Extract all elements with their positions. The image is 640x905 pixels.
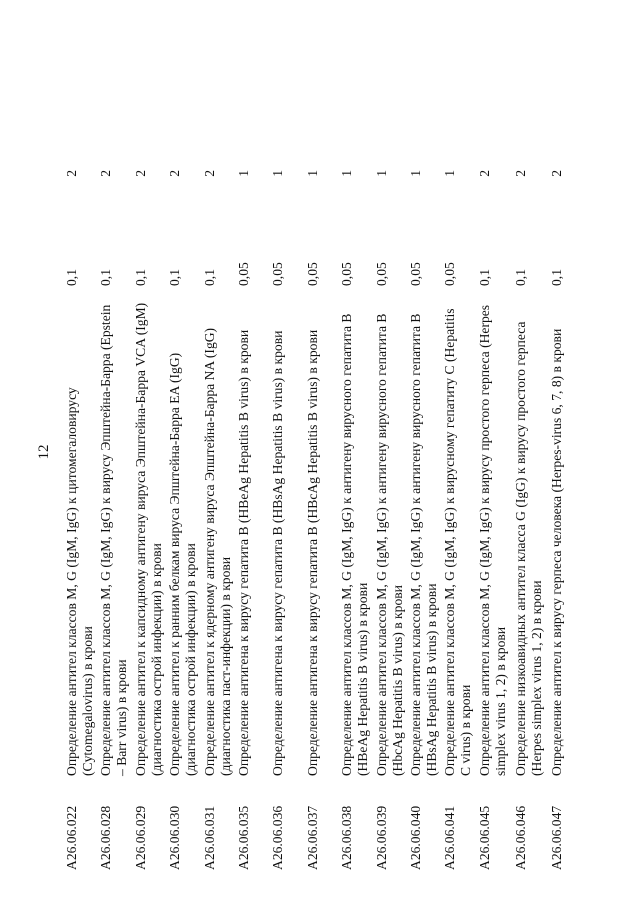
service-value: 1 bbox=[235, 170, 251, 177]
table-row bbox=[236, 120, 270, 870]
service-name: Определение антител классов M, G (IgM, IgG) к цитомегаловирусу (Cytomegalovirus) в крови bbox=[64, 387, 95, 776]
table-row bbox=[133, 120, 167, 870]
services-table bbox=[64, 120, 584, 870]
service-coefficient: 0,1 bbox=[98, 269, 114, 286]
service-value: 1 bbox=[270, 170, 286, 177]
service-value: 1 bbox=[304, 170, 320, 177]
service-value: 2 bbox=[201, 170, 217, 177]
service-name: Определение антител к вирусу герпеса человека (Herpes-virus 6, 7, 8) в крови bbox=[549, 328, 565, 776]
service-coefficient: 0,1 bbox=[549, 269, 565, 286]
service-name: Определение антител к ядерному антигену вируса Эпштейна-Барра NA (IgG) (диагностика паст-инфекции) в крови bbox=[201, 327, 233, 776]
service-code: A26.06.045 bbox=[476, 805, 492, 870]
table-row bbox=[167, 120, 201, 870]
service-coefficient: 0,05 bbox=[304, 262, 320, 286]
service-name: Определение антител классов M, G (IgM, IgG) к вирусному гепатиту C (Hepatitis C virus) в крови bbox=[442, 308, 474, 776]
service-value: 1 bbox=[442, 170, 458, 177]
service-code: A26.06.022 bbox=[64, 805, 79, 870]
page-number: 12 bbox=[36, 444, 52, 460]
service-code: A26.06.029 bbox=[132, 805, 148, 870]
service-value: 2 bbox=[512, 170, 528, 177]
service-code: A26.06.040 bbox=[407, 805, 423, 870]
service-value: 2 bbox=[167, 170, 183, 177]
table-row bbox=[202, 120, 236, 870]
service-code: A26.06.028 bbox=[98, 805, 114, 870]
table-row bbox=[339, 120, 373, 870]
table-row bbox=[549, 120, 585, 870]
service-value: 2 bbox=[549, 170, 565, 177]
table-row bbox=[513, 120, 549, 870]
service-value: 2 bbox=[476, 170, 492, 177]
service-code: A26.06.035 bbox=[235, 805, 251, 870]
table-row bbox=[477, 120, 513, 870]
service-coefficient: 0,05 bbox=[407, 262, 423, 286]
service-coefficient: 0,1 bbox=[476, 269, 492, 286]
table-row bbox=[64, 120, 98, 870]
service-name: Определение антител к капсидному антигену вируса Эпштейна-Барра VCA (IgM) (диагностика острой инфекции) в крови bbox=[132, 302, 164, 776]
service-name: Определение антител классов M, G (IgM, IgG) к вирусу Эпштейна-Барра (Epstein – Barr virus) в крови bbox=[98, 304, 130, 776]
service-name: Определение антител классов M, G (IgM, IgG) к антигену вирусного гепатита B (HBsAg Hepatitis B virus) в крови bbox=[407, 313, 439, 776]
table-row bbox=[408, 120, 442, 870]
service-value: 2 bbox=[64, 170, 79, 177]
service-coefficient: 0,1 bbox=[512, 269, 528, 286]
service-name: Определение антигена к вирусу гепатита B (HBcAg Hepatitis B virus) в крови bbox=[304, 329, 320, 776]
table-row bbox=[442, 120, 476, 870]
table-row bbox=[305, 120, 339, 870]
service-coefficient: 0,05 bbox=[442, 262, 458, 286]
service-code: A26.06.047 bbox=[549, 805, 565, 870]
service-code: A26.06.038 bbox=[339, 805, 355, 870]
service-coefficient: 0,05 bbox=[339, 262, 355, 286]
service-coefficient: 0,1 bbox=[201, 269, 217, 286]
table-row bbox=[270, 120, 304, 870]
service-code: A26.06.039 bbox=[373, 805, 389, 870]
service-code: A26.06.046 bbox=[512, 805, 528, 870]
service-value: 1 bbox=[373, 170, 389, 177]
service-code: A26.06.031 bbox=[201, 805, 217, 870]
service-coefficient: 0,05 bbox=[235, 262, 251, 286]
service-name: Определение низкоавидных антител класса G (IgG) к вирусу простого герпеса (Herpes simplex virus 1, 2) в крови bbox=[512, 321, 544, 776]
service-coefficient: 0,05 bbox=[270, 262, 286, 286]
service-name: Определение антител классов M, G (IgM, IgG) к антигену вирусного гепатита B (HbcAg Hepatitis B virus) в крови bbox=[373, 313, 405, 776]
service-name: Определение антител к ранним белкам вируса Эпштейна-Барра EA (IgG) (диагностика острой инфекции) в крови bbox=[167, 352, 199, 776]
service-coefficient: 0,1 bbox=[132, 269, 148, 286]
service-coefficient: 0,05 bbox=[373, 262, 389, 286]
service-name: Определение антигена к вирусу гепатита B (HBsAg Hepatitis B virus) в крови bbox=[270, 330, 286, 776]
service-code: A26.06.030 bbox=[167, 805, 183, 870]
service-value: 1 bbox=[407, 170, 423, 177]
service-coefficient: 0,1 bbox=[167, 269, 183, 286]
service-coefficient: 0,1 bbox=[64, 269, 79, 286]
service-code: A26.06.037 bbox=[304, 805, 320, 870]
service-value: 2 bbox=[98, 170, 114, 177]
table-row bbox=[374, 120, 408, 870]
service-code: A26.06.036 bbox=[270, 805, 286, 870]
service-value: 2 bbox=[132, 170, 148, 177]
service-name: Определение антител классов M, G (IgM, IgG) к вирусу простого герпеса (Herpes simplex virus 1, 2) в крови bbox=[476, 304, 508, 776]
service-value: 1 bbox=[339, 170, 355, 177]
service-code: A26.06.041 bbox=[442, 805, 458, 870]
table-row bbox=[98, 120, 132, 870]
service-name: Определение антител классов M, G (IgM, IgG) к антигену вирусного гепатита B (HBeAg Hepatitis B virus) в крови bbox=[339, 313, 371, 776]
service-name: Определение антигена к вирусу гепатита B (HBeAg Hepatitis B virus) в крови bbox=[235, 329, 251, 776]
